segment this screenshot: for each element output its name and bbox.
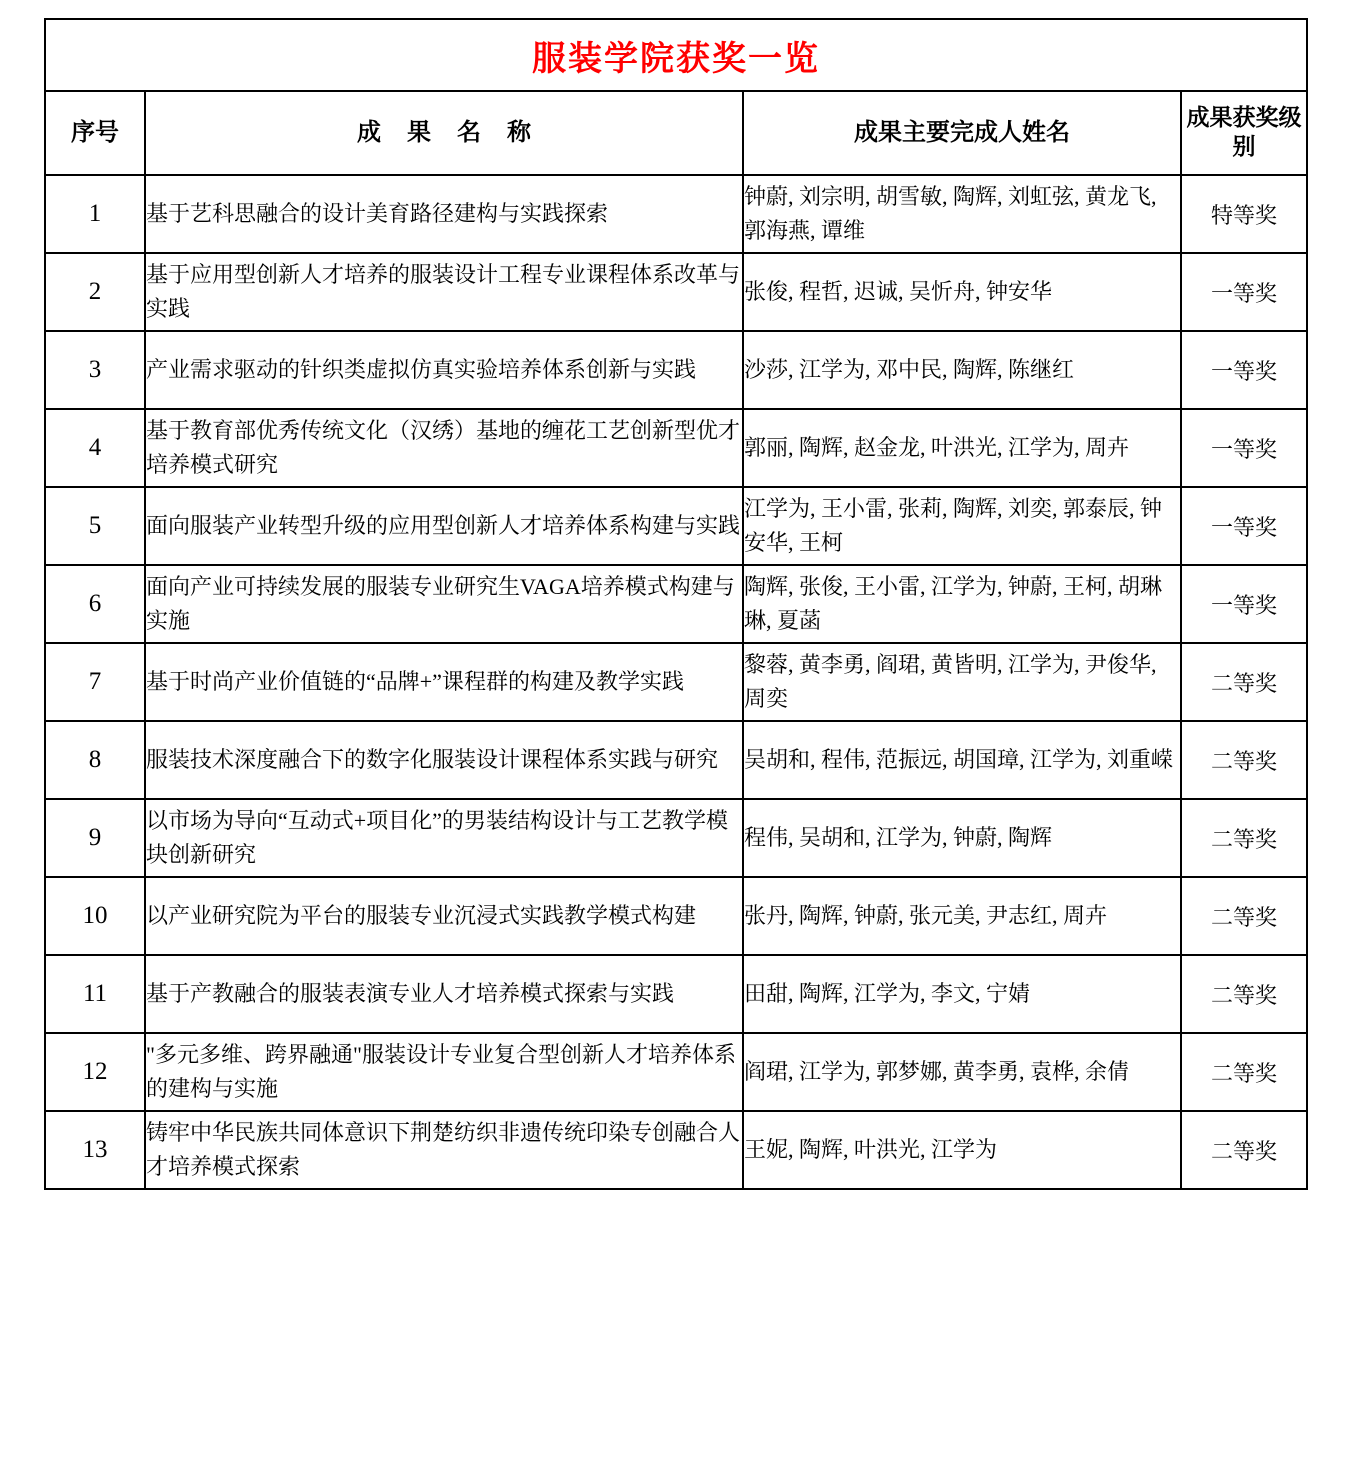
row-people: 田甜, 陶辉, 江学为, 李文, 宁婧 [743,955,1181,1033]
award-table [44,18,1308,1190]
table-row [45,409,1307,487]
table-row [45,565,1307,643]
row-name: 基于应用型创新人才培养的服装设计工程专业课程体系改革与实践 [145,253,743,331]
row-people: 程伟, 吴胡和, 江学为, 钟蔚, 陶辉 [743,799,1181,877]
table-row [45,175,1307,253]
row-level: 一等奖 [1181,487,1307,565]
row-level: 二等奖 [1181,1111,1307,1189]
row-people: 张丹, 陶辉, 钟蔚, 张元美, 尹志红, 周卉 [743,877,1181,955]
row-level: 二等奖 [1181,721,1307,799]
row-no: 11 [45,955,145,1033]
row-level: 特等奖 [1181,175,1307,253]
row-level: 一等奖 [1181,565,1307,643]
row-level: 二等奖 [1181,1033,1307,1111]
row-level: 二等奖 [1181,877,1307,955]
row-name: 产业需求驱动的针织类虚拟仿真实验培养体系创新与实践 [145,331,743,409]
table-row [45,643,1307,721]
document-title: 服装学院获奖一览 [532,40,820,78]
row-name: 基于艺科思融合的设计美育路径建构与实践探索 [145,175,743,253]
row-people: 郭丽, 陶辉, 赵金龙, 叶洪光, 江学为, 周卉 [743,409,1181,487]
row-people: 陶辉, 张俊, 王小雷, 江学为, 钟蔚, 王柯, 胡琳琳, 夏菡 [743,565,1181,643]
document-title-cell [45,19,1307,91]
row-no: 5 [45,487,145,565]
row-no: 13 [45,1111,145,1189]
table-row [45,877,1307,955]
header-people: 成果主要完成人姓名 [743,91,1181,175]
row-name: 基于产教融合的服装表演专业人才培养模式探索与实践 [145,955,743,1033]
row-level: 一等奖 [1181,409,1307,487]
table-row [45,955,1307,1033]
row-name: 基于时尚产业价值链的“品牌+”课程群的构建及教学实践 [145,643,743,721]
row-level: 一等奖 [1181,331,1307,409]
row-no: 10 [45,877,145,955]
table-row [45,799,1307,877]
row-people: 沙莎, 江学为, 邓中民, 陶辉, 陈继红 [743,331,1181,409]
row-name: "多元多维、跨界融通"服装设计专业复合型创新人才培养体系的建构与实施 [145,1033,743,1111]
table-row [45,1033,1307,1111]
row-people: 王妮, 陶辉, 叶洪光, 江学为 [743,1111,1181,1189]
row-no: 2 [45,253,145,331]
row-people: 黎蓉, 黄李勇, 阎珺, 黄皆明, 江学为, 尹俊华, 周奕 [743,643,1181,721]
header-name: 成 果 名 称 [145,91,743,175]
row-name: 铸牢中华民族共同体意识下荆楚纺织非遗传统印染专创融合人才培养模式探索 [145,1111,743,1189]
row-level: 二等奖 [1181,955,1307,1033]
row-people: 钟蔚, 刘宗明, 胡雪敏, 陶辉, 刘虹弦, 黄龙飞, 郭海燕, 谭维 [743,175,1181,253]
row-no: 7 [45,643,145,721]
row-people: 江学为, 王小雷, 张莉, 陶辉, 刘奕, 郭泰辰, 钟安华, 王柯 [743,487,1181,565]
row-name: 面向产业可持续发展的服装专业研究生VAGA培养模式构建与实施 [145,565,743,643]
row-no: 8 [45,721,145,799]
row-people: 阎珺, 江学为, 郭梦娜, 黄李勇, 袁桦, 余倩 [743,1033,1181,1111]
row-level: 二等奖 [1181,643,1307,721]
row-people: 张俊, 程哲, 迟诚, 吴忻舟, 钟安华 [743,253,1181,331]
row-no: 4 [45,409,145,487]
row-no: 12 [45,1033,145,1111]
table-row [45,721,1307,799]
table-row [45,331,1307,409]
table-row [45,487,1307,565]
row-no: 6 [45,565,145,643]
table-header-row [45,91,1307,175]
header-level: 成果获奖级别 [1181,91,1307,175]
row-people: 吴胡和, 程伟, 范振远, 胡国璋, 江学为, 刘重嵘 [743,721,1181,799]
table-title-row [45,19,1307,91]
row-name: 基于教育部优秀传统文化（汉绣）基地的缠花工艺创新型优才培养模式研究 [145,409,743,487]
row-no: 9 [45,799,145,877]
table-row [45,1111,1307,1189]
row-name: 面向服装产业转型升级的应用型创新人才培养体系构建与实践 [145,487,743,565]
row-no: 3 [45,331,145,409]
table-row [45,253,1307,331]
row-name: 以市场为导向“互动式+项目化”的男装结构设计与工艺教学模块创新研究 [145,799,743,877]
row-level: 二等奖 [1181,799,1307,877]
row-level: 一等奖 [1181,253,1307,331]
row-name: 服装技术深度融合下的数字化服装设计课程体系实践与研究 [145,721,743,799]
row-no: 1 [45,175,145,253]
row-name: 以产业研究院为平台的服装专业沉浸式实践教学模式构建 [145,877,743,955]
header-no: 序号 [45,91,145,175]
